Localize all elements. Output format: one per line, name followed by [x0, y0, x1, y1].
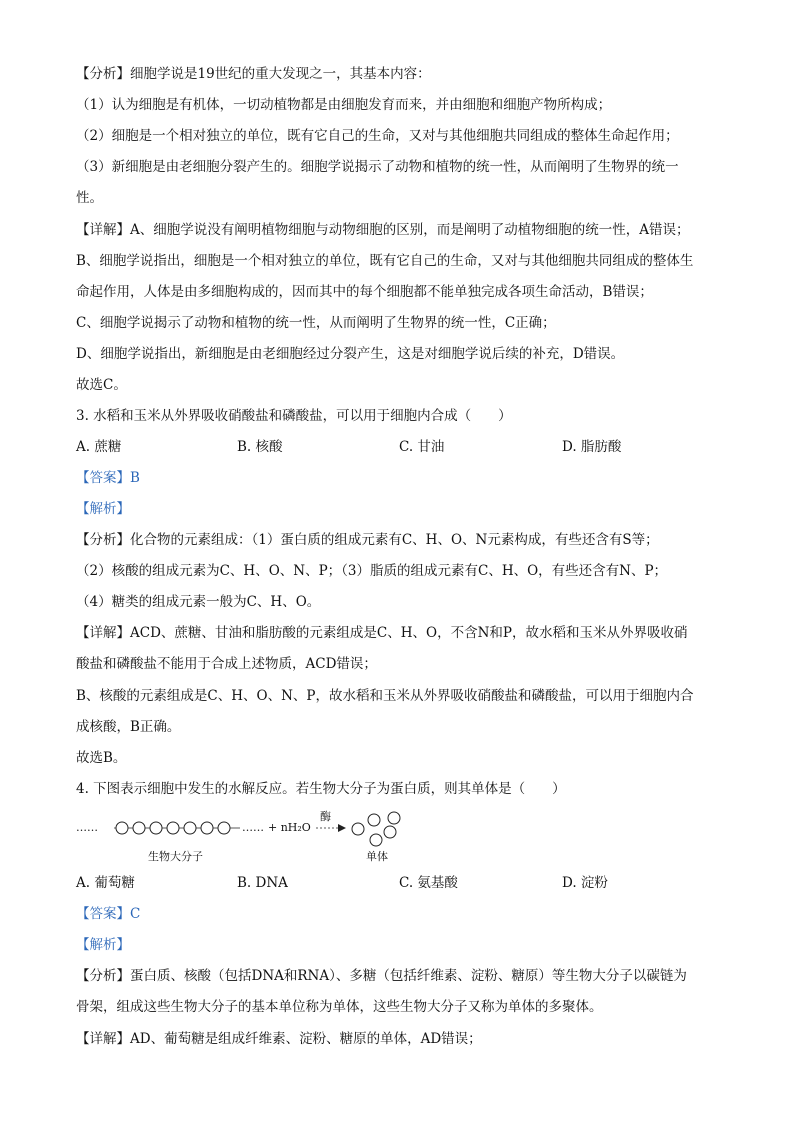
q3-option-c: C. 甘油	[399, 439, 445, 455]
text-line: B、细胞学说指出，细胞是一个相对独立的单位，既有它自己的生命，又对与其他细胞共同组成的整体生	[76, 253, 694, 269]
q4-option-a: A. 葡萄糖	[76, 875, 135, 891]
left-dots: ……	[76, 821, 98, 834]
monomer-circles	[352, 812, 400, 846]
reaction-arrow-head	[338, 824, 346, 832]
polymer-unit	[184, 822, 196, 834]
text-line: （3）新细胞是由老细胞分裂产生的。细胞学说揭示了动物和植物的统一性，从而阐明了生物界的统一	[76, 159, 679, 175]
hydrolysis-diagram	[76, 810, 436, 870]
polymer-unit	[150, 822, 162, 834]
question-4: 4. 下图表示细胞中发生的水解反应。若生物大分子为蛋白质，则其单体是（ ）	[76, 781, 566, 797]
text-line: （1）认为细胞是有机体，一切动植物都是由细胞发育而来，并由细胞和细胞产物所构成；	[76, 97, 612, 113]
text-line: 骨架，组成这些生物大分子的基本单位称为单体，这些生物大分子又称为单体的多聚体。	[76, 999, 603, 1015]
answer-label: 【答案】B	[76, 470, 140, 486]
polymer-unit	[116, 822, 128, 834]
question-3: 3. 水稻和玉米从外界吸收硝酸盐和磷酸盐，可以用于细胞内合成（ ）	[76, 408, 512, 424]
analysis-label: 【解析】	[76, 501, 130, 517]
polymer-unit	[218, 822, 230, 834]
text-line: 故选B。	[76, 750, 127, 766]
text-line: 性。	[76, 190, 103, 206]
right-dots: ……	[242, 821, 264, 834]
monomer-label: 单体	[366, 850, 388, 863]
answer-label: 【答案】C	[76, 906, 141, 922]
text-line: 【分析】化合物的元素组成：（1）蛋白质的组成元素有C、H、O、N元素构成，有些还含有S等；	[76, 532, 659, 548]
polymer-unit	[167, 822, 179, 834]
text-line: 【详解】A、细胞学说没有阐明植物细胞与动物细胞的区别，而是阐明了动植物细胞的统一性，A错误；	[76, 222, 690, 238]
polymer-circles	[116, 822, 230, 834]
q3-option-a: A. 蔗糖	[76, 439, 122, 455]
q3-option-b: B. 核酸	[237, 439, 283, 455]
monomer	[384, 826, 396, 838]
monomer	[370, 834, 382, 846]
analysis-label: 【解析】	[76, 937, 130, 953]
enzyme-label: 酶	[320, 810, 331, 823]
text-line: 【分析】细胞学说是19世纪的重大发现之一，其基本内容：	[76, 66, 431, 82]
text-line: 【分析】蛋白质、核酸（包括DNA和RNA）、多糖（包括纤维素、淀粉、糖原）等生物大分子以碳链为	[76, 968, 687, 984]
text-line: C、细胞学说揭示了动物和植物的统一性，从而阐明了生物界的统一性，C正确；	[76, 315, 556, 331]
q4-option-d: D. 淀粉	[562, 875, 608, 891]
text-line: 酸盐和磷酸盐不能用于合成上述物质，ACD错误；	[76, 656, 377, 672]
text-line: B、核酸的元素组成是C、H、O、N、P，故水稻和玉米从外界吸收硝酸盐和磷酸盐，可以用于细胞内合	[76, 688, 694, 704]
polymer-unit	[201, 822, 213, 834]
text-line: D、细胞学说指出，新细胞是由老细胞经过分裂产生，这是对细胞学说后续的补充，D错误。	[76, 346, 625, 362]
text-line: （2）细胞是一个相对独立的单位，既有它自己的生命，又对与其他细胞共同组成的整体生命起作用；	[76, 128, 679, 144]
text-line: 【详解】AD、葡萄糖是组成纤维素、淀粉、糖原的单体，AD错误；	[76, 1031, 482, 1047]
q4-option-c: C. 氨基酸	[399, 875, 458, 891]
polymer-label: 生物大分子	[148, 850, 203, 863]
text-line: 命起作用，人体是由多细胞构成的，因而其中的每个细胞都不能单独完成各项生命活动，B错误；	[76, 284, 653, 300]
q3-option-d: D. 脂肪酸	[562, 439, 622, 455]
text-line: （4）糖类的组成元素一般为C、H、O。	[76, 594, 321, 610]
polymer-unit	[133, 822, 145, 834]
monomer	[388, 812, 400, 824]
monomer	[352, 823, 364, 835]
text-line: （2）核酸的组成元素为C、H、O、N、P；（3）脂质的组成元素有C、H、O，有些还含有N、P；	[76, 563, 668, 579]
text-line: 故选C。	[76, 377, 127, 393]
q4-option-b: B. DNA	[237, 875, 288, 891]
text-line: 成核酸，B正确。	[76, 719, 181, 735]
text-line: 【详解】ACD、蔗糖、甘油和脂肪酸的元素组成是C、H、O，不含N和P，故水稻和玉米从外界吸收硝	[76, 625, 688, 641]
water-label: + nH₂O	[268, 821, 311, 834]
monomer	[368, 814, 380, 826]
